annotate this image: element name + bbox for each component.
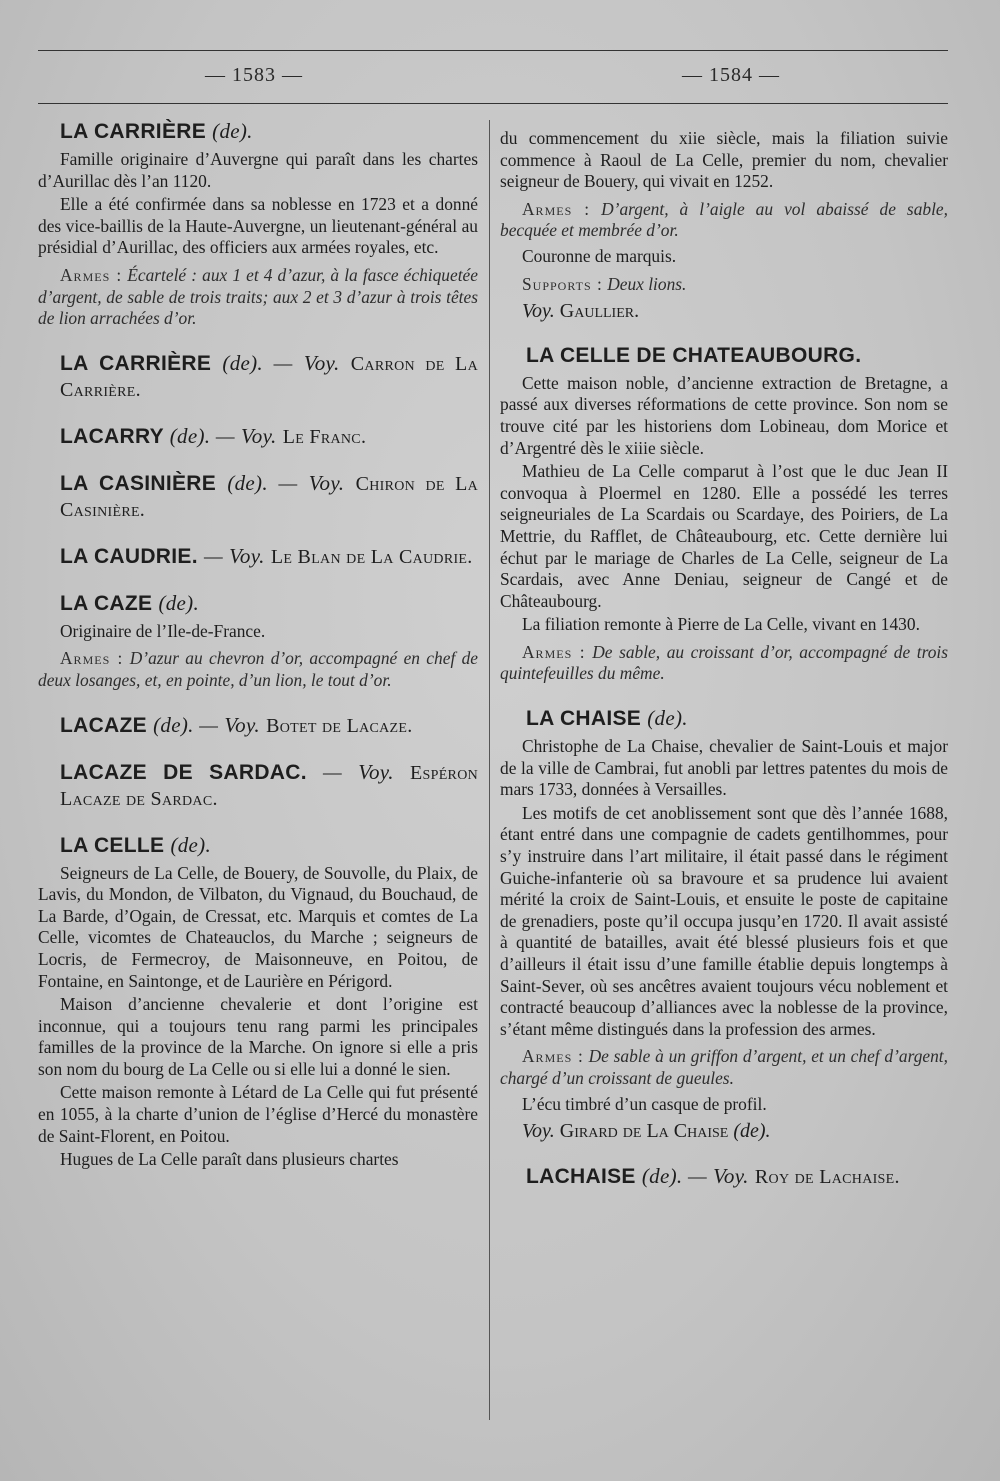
- arms-text: De sable, au croissant d’or, accompagné de trois quintefeuilles du même.: [500, 641, 948, 684]
- supports-label: Supports :: [522, 273, 603, 294]
- paragraph: Originaire de l’Ile-de-France.: [60, 620, 266, 641]
- entry-lachaise: [500, 1163, 948, 1190]
- paragraph: Christophe de La Chaise, chevalier de Saint-Louis et major de la ville de Cambrai, fut anobli par lettres patentes du mois de mars 1733, données à Versailles.: [500, 736, 948, 800]
- entry-particle: (de).: [212, 119, 253, 143]
- entry-lacaze-de-sardac: [38, 759, 478, 812]
- entry-la-celle-continued: [500, 128, 948, 323]
- entry-title: LA CARRIÈRE: [60, 351, 212, 375]
- entry-heading: [60, 350, 478, 403]
- right-column: [500, 128, 948, 1210]
- arms-block: [38, 648, 478, 691]
- entry-title: LA CELLE: [60, 833, 165, 857]
- paragraph-continued: du commencement du xiie siècle, mais la filiation suivie commence à Raoul de La Celle, premier du nom, chevalier seigneur de Bouery, qui vivait en 1252.: [500, 128, 948, 192]
- entry-lacarry: [38, 423, 478, 450]
- paragraph: Cette maison noble, d’ancienne extraction de Bretagne, a passé aux diverses réformations de cette province. Son nom se trouve cité par les historiens dom Lobineau, dom Morice et d’Argentré dès le xiiie siècle.: [500, 372, 948, 458]
- entry-heading: [526, 1163, 948, 1190]
- entry-heading: [60, 470, 478, 523]
- entry-title: LA CHAISE: [526, 707, 642, 731]
- cross-reference-particle: (de).: [733, 1120, 771, 1143]
- arms-text: D’azur au chevron d’or, accompagné en chef de deux losanges, et, en pointe, d’un lion, le tout d’or.: [38, 648, 479, 690]
- arms-block: [500, 199, 948, 242]
- arms-label: Armes :: [60, 648, 124, 669]
- entry-particle: —: [204, 543, 223, 568]
- entry-lacaze: [38, 712, 478, 739]
- entry-particle: (de).: [647, 706, 688, 731]
- entry-title: LA CAUDRIE.: [60, 544, 198, 568]
- left-column: [38, 118, 478, 1191]
- cross-reference: Gaullier.: [559, 300, 640, 323]
- helm-text: L’écu timbré d’un casque de profil.: [522, 1093, 767, 1114]
- arms-block: [500, 642, 948, 685]
- entry-heading: [60, 118, 478, 145]
- supports-block: [500, 274, 948, 296]
- entry-la-celle: [38, 832, 478, 1171]
- arms-block: [500, 1046, 948, 1089]
- paragraph: Les motifs de cet anoblissement sont que dès l’année 1688, étant entré dans une compagnie de cadets gentilhommes, pour s’y instruire dans l’art militaire, il était passé dans le régiment Guiche-infanterie où sa bravoure et sa prudence lui avaient mérité la croix de Saint-Louis, et ensuite le poste de capitaine de grenadiers, poste qu’il occupa jusqu’en 1720. Il avait assisté à quantité de batailles, avait été blessé plusieurs fois et que d’ailleurs il était issu d’une famille établie depuis longtemps à Saint-Sever, où ses ancêtres avaient toujours vécu noblement et contracté beaucoup d’alliances avec la noblesse de la province, s’étant même distingués dans la profession des armes.: [500, 802, 948, 1039]
- header-rule: [38, 103, 948, 104]
- paragraph: Famille originaire d’Auvergne qui paraît dans les chartes d’Aurillac dès l’an 1120.: [38, 149, 478, 191]
- voy-label: Voy.: [522, 1120, 555, 1143]
- cross-reference: Carron de La Carrière.: [60, 352, 478, 401]
- entry-la-caudrie: [38, 543, 478, 570]
- cross-reference: Le Franc.: [282, 425, 367, 448]
- voy-label: Voy.: [229, 543, 265, 568]
- cross-reference: Botet de Lacaze.: [266, 714, 413, 737]
- entry-particle: (de).: [158, 590, 200, 615]
- entry-title: LA CELLE DE CHATEAUBOURG.: [526, 343, 862, 367]
- entry-title: LA CARRIÈRE: [60, 120, 207, 143]
- entry-title: LACHAISE: [526, 1164, 636, 1188]
- cross-reference: Le Blan de La Caudrie.: [270, 545, 473, 568]
- voy-label: Voy.: [358, 759, 394, 784]
- entry-la-carriere-ref: [38, 350, 478, 403]
- paragraph: Seigneurs de La Celle, de Bouery, de Souvolle, du Plaix, de Lavis, du Mondon, de Vilbaton, du Vignaud, du Bouchaud, de La Barde, d’Ogain, de Cressat, etc. Marquis et comtes de La Celle, vicomtes de Chateauclos, du Marche ; seigneurs de Locris, de Fermecroy, de Maisonneuve, en Poitou, de Fontaine, en Saintonge, et de Laurière en Périgord.: [38, 862, 478, 991]
- entry-title: LA CASINIÈRE: [60, 471, 217, 495]
- entry-la-caze: [38, 590, 478, 692]
- entry-title: LACARRY: [60, 424, 164, 448]
- entry-particle: —: [323, 759, 343, 784]
- arms-label: Armes :: [522, 198, 591, 219]
- arms-text: Écartelé : aux 1 et 4 d’azur, à la fasce échiquetée d’argent, de sable de trois traits; aux 2 et 3 d’azur à trois têtes de lion arrachées d’or.: [38, 264, 478, 329]
- page-number-right: — 1584 —: [682, 64, 780, 86]
- entry-title: LACAZE DE SARDAC.: [60, 760, 307, 784]
- entry-heading: [526, 343, 948, 369]
- arms-block: [38, 265, 478, 330]
- voy-label: Voy.: [240, 423, 277, 448]
- entry-heading: [60, 543, 478, 570]
- see-also-line: [500, 301, 948, 323]
- paragraph: La filiation remonte à Pierre de La Celle, vivant en 1430.: [522, 614, 920, 635]
- see-also-line: [500, 1121, 948, 1143]
- entry-title: LACAZE: [60, 713, 147, 737]
- page-number-left: — 1583 —: [205, 64, 303, 86]
- paragraph: Hugues de La Celle paraît dans plusieurs chartes: [60, 1149, 399, 1170]
- crown-text: Couronne de marquis.: [522, 245, 677, 266]
- entry-heading: [526, 705, 948, 732]
- entry-particle: (de). —: [169, 423, 235, 448]
- paragraph: Cette maison remonte à Létard de La Celle qui fut présenté en 1055, à la charte d’union de l’église d’Hercé du monastère de Saint-Florent, en Poitou.: [38, 1082, 478, 1146]
- voy-label: Voy.: [303, 350, 340, 375]
- entry-la-celle-de-chateaubourg: [500, 343, 948, 685]
- cross-reference: Chiron de La Casinière.: [60, 472, 479, 521]
- voy-label: Voy.: [713, 1163, 749, 1188]
- arms-label: Armes :: [522, 1046, 584, 1067]
- entry-heading: [60, 423, 478, 450]
- cross-reference: Espéron Lacaze de Sardac.: [60, 761, 479, 810]
- top-rule: [38, 50, 948, 51]
- paragraph: Maison d’ancienne chevalerie et dont l’origine est inconnue, qui a toujours tenu rang parmi les principales familles de la province de la Marche. On ignore si elle a pris son nom du bourg de La Celle ou si elle lui a donné le sien.: [38, 994, 478, 1079]
- supports-text: Deux lions.: [607, 273, 687, 294]
- entry-title: LA CAZE: [60, 591, 153, 615]
- entry-la-casiniere: [38, 470, 478, 523]
- voy-label: Voy.: [308, 470, 345, 495]
- cross-reference: Roy de Lachaise.: [754, 1165, 900, 1188]
- entry-particle: (de). —: [227, 470, 298, 495]
- entry-heading: [60, 590, 478, 617]
- entry-particle: (de). —: [641, 1163, 707, 1188]
- cross-reference: Girard de La Chaise: [559, 1120, 729, 1143]
- entry-heading: [60, 759, 478, 812]
- entry-la-chaise: [500, 705, 948, 1143]
- arms-label: Armes :: [522, 641, 586, 662]
- entry-heading: [60, 712, 478, 739]
- column-divider: [489, 120, 490, 1420]
- paragraph: Mathieu de La Celle comparut à l’ost que le duc Jean II convoqua à Ploermel en 1280. Elle a possédé les terres seigneuriales de La Scardais ou Scardaye, des Poiriers, de La Mettrie, du Rafflet, de Châteaubourg, etc. Cette dernière lui échut par le mariage de Charles de La Celle, seigneur de La Scardais, avec Anne Deniau, seigneur de Cangé et de Châteaubourg.: [500, 461, 948, 611]
- entry-particle: (de). —: [153, 712, 219, 737]
- arms-text: D’argent, à l’aigle au vol abaissé de sable, becquée et membrée d’or.: [500, 198, 948, 241]
- entry-heading: [60, 832, 478, 859]
- voy-label: Voy.: [224, 712, 260, 737]
- entry-la-carriere: [38, 118, 478, 330]
- entry-particle: (de). —: [222, 350, 293, 375]
- voy-label: Voy.: [522, 300, 555, 323]
- arms-text: De sable à un griffon d’argent, et un chef d’argent, chargé d’un croissant de gueules.: [500, 1046, 948, 1088]
- paragraph: Elle a été confirmée dans sa noblesse en 1723 et a donné des vice-baillis de la Haute-Auvergne, un lieutenant-général au présidial d’Aurillac, des officiers aux armées royales, etc.: [38, 194, 478, 258]
- arms-label: Armes :: [60, 264, 123, 285]
- entry-particle: (de).: [170, 832, 211, 857]
